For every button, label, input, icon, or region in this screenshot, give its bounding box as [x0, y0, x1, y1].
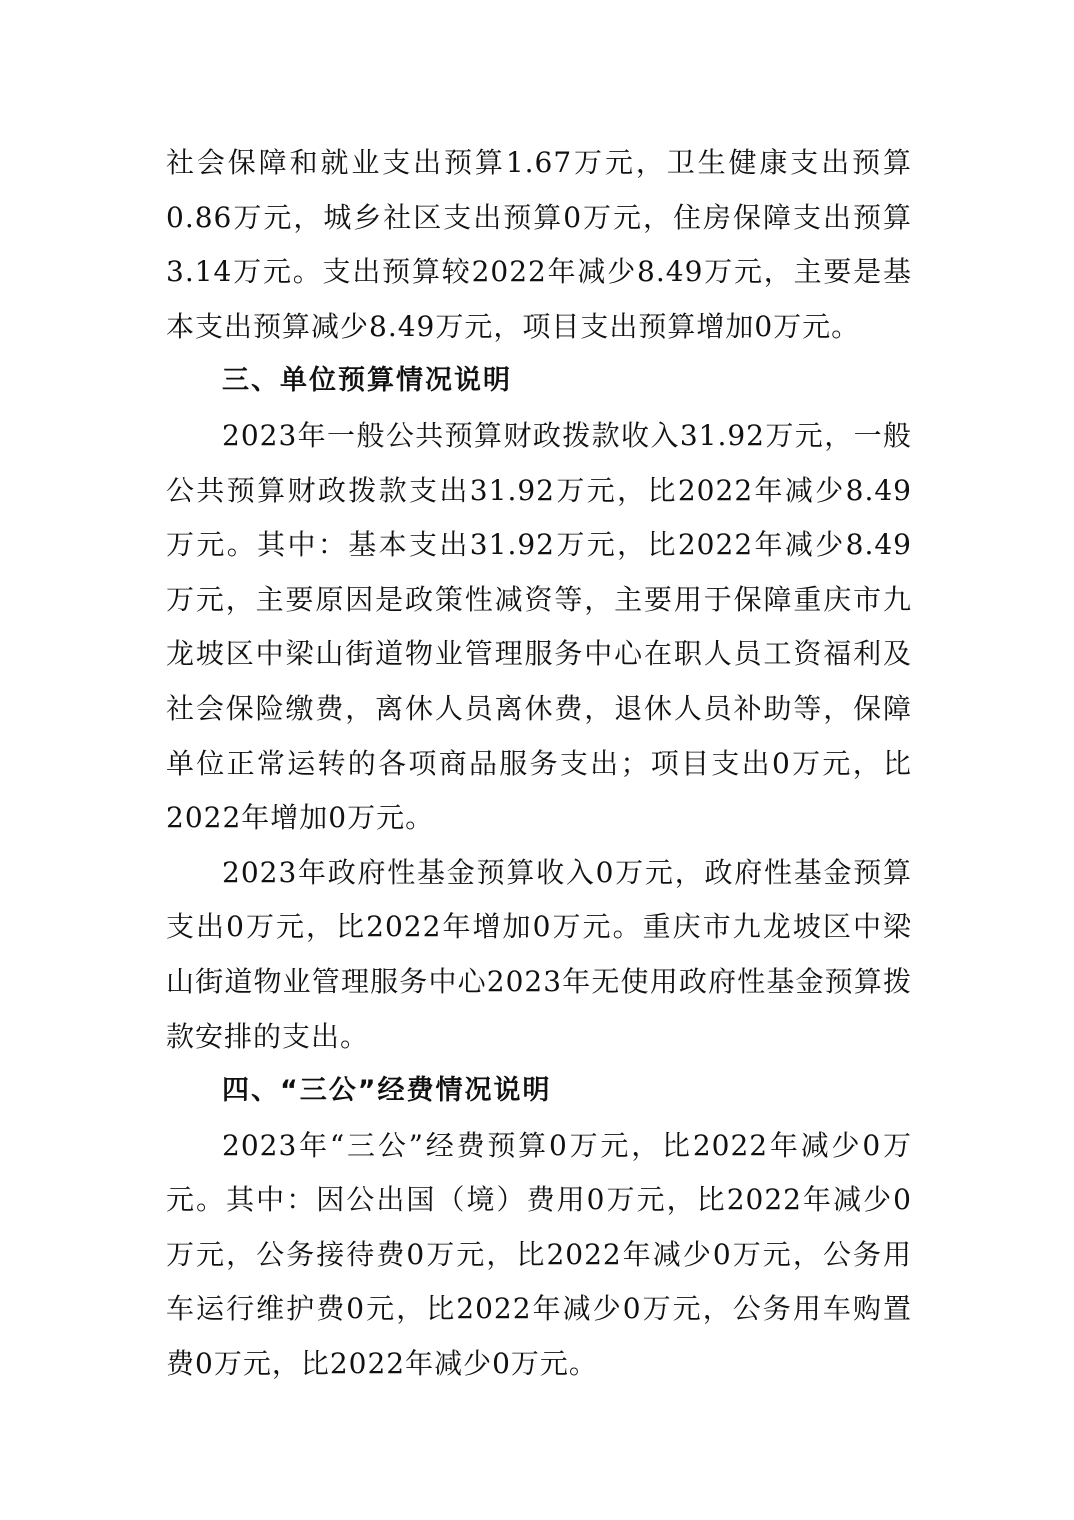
paragraph-government-fund: 2023年政府性基金预算收入0万元，政府性基金预算支出0万元，比2022年增加0万元。重庆市九龙坡区中梁山街道物业管理服务中心2023年无使用政府性基金预算拨款安排的支出。 — [166, 855, 912, 1053]
section-heading-three-public: 四、“三公”经费情况说明 — [222, 1075, 552, 1107]
section-heading-unit-budget: 三、单位预算情况说明 — [222, 365, 512, 397]
paragraph-general-budget: 2023年一般公共预算财政拨款收入31.92万元，一般公共预算财政拨款支出31.92万元，比2022年减少8.49万元。其中：基本支出31.92万元，比2022年减少8.49万元，主要原因是政策性减资等，主要用于保障重庆市九龙坡区中梁山街道物业管理服务中心在职人员工资福利及社会保险缴费，离休人员离休费，退休人员补助等，保障单位正常运转的各项商品服务支出；项目支出0万元，比2022年增加0万元。 — [166, 418, 912, 835]
paragraph-three-public-expenses: 2023年“三公”经费预算0万元，比2022年减少0万元。其中：因公出国（境）费用0万元，比2022年减少0万元，公务接待费0万元，比2022年减少0万元，公务用车运行维护费0元，比2022年减少0万元，公务用车购置费0万元，比2022年减少0万元。 — [166, 1128, 912, 1381]
document-page — [166, 136, 912, 1392]
paragraph-expenditure-summary: 社会保障和就业支出预算1.67万元，卫生健康支出预算0.86万元，城乡社区支出预算0万元，住房保障支出预算3.14万元。支出预算较2022年减少8.49万元，主要是基本支出预算减少8.49万元，项目支出预算增加0万元。 — [166, 146, 912, 343]
